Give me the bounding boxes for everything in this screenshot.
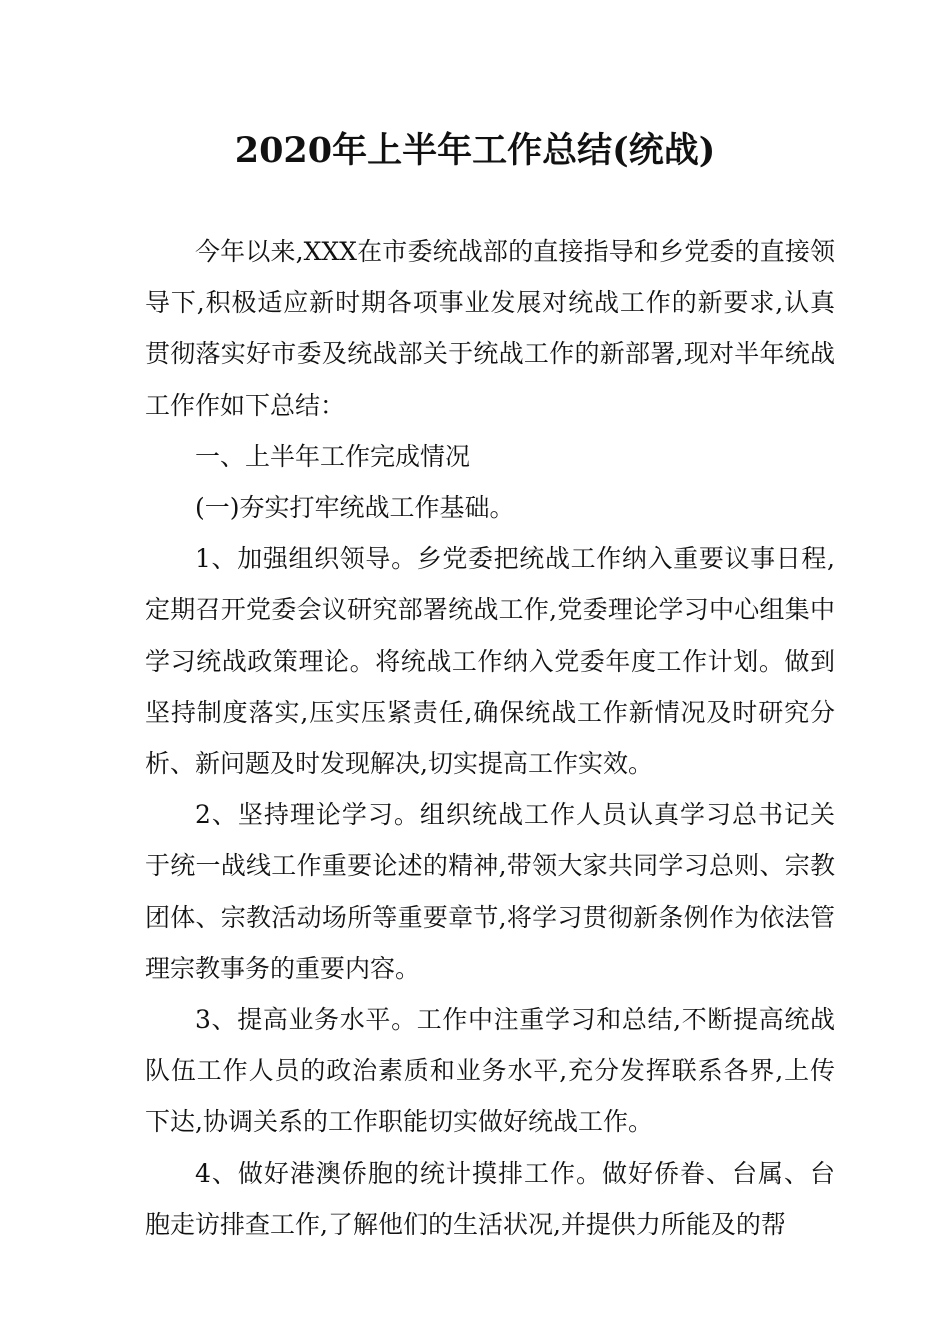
subsection-heading-1: (一)夯实打牢统战工作基础。 [195,493,515,523]
document-body [145,226,835,1250]
paragraph-item-2: 2、坚持理论学习。组织统战工作人员认真学习总书记关于统一战线工作重要论述的精神,带领大家共同学习总则、宗教团体、宗教活动场所等重要章节,将学习贯彻新条例作为依法管理宗教事务的重要内容。 [145,800,835,983]
paragraph-item-3: 3、提高业务水平。工作中注重学习和总结,不断提高统战队伍工作人员的政治素质和业务水平,充分发挥联系各界,上传下达,协调关系的工作职能切实做好统战工作。 [145,1005,835,1137]
paragraph-item-1: 1、加强组织领导。乡党委把统战工作纳入重要议事日程,定期召开党委会议研究部署统战工作,党委理论学习中心组集中学习统战政策理论。将统战工作纳入党委年度工作计划。做到坚持制度落实,压实压紧责任,确保统战工作新情况及时研究分析、新问题及时发现解决,切实提高工作实效。 [145,544,835,779]
paragraph-intro: 今年以来,XXX在市委统战部的直接指导和乡党委的直接领导下,积极适应新时期各项事业发展对统战工作的新要求,认真贯彻落实好市委及统战部关于统战工作的新部署,现对半年统战工作作如下总结： [145,237,835,420]
document-title: 2020年上半年工作总结(统战) [234,130,716,171]
section-heading-1: 一、上半年工作完成情况 [195,441,471,471]
paragraph-item-4: 4、做好港澳侨胞的统计摸排工作。做好侨眷、台属、台胞走访排查工作,了解他们的生活状况,并提供力所能及的帮 [145,1158,835,1239]
